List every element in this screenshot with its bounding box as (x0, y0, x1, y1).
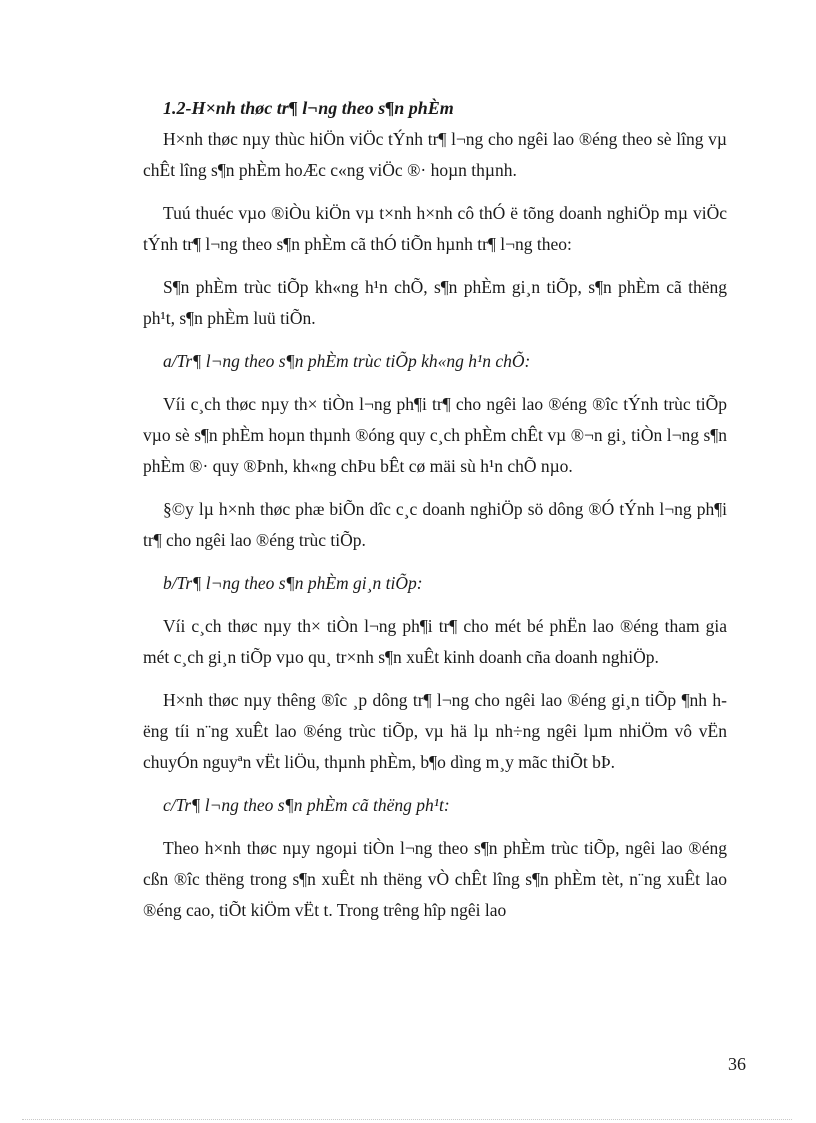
paragraph: H×nh thøc nµy thùc hiÖn viÖc tÝnh tr¶ l¬ng cho ngêi lao ®éng theo sè lîng vµ chÊt lîng s¶n phÈm hoÆc c«ng viÖc ®· hoµn thµnh. (143, 129, 727, 180)
page-number: 36 (728, 1054, 746, 1074)
section-heading: 1.2-H×nh thøc tr¶ l¬ng theo s¶n phÈm (163, 98, 454, 118)
paragraph: Theo h×nh thøc nµy ngoµi tiÒn l¬ng theo s¶n phÈm trùc tiÕp, ngêi lao ®éng cßn ®îc thëng trong s¶n xuÊt nh thëng vÒ chÊt lîng s¶n phÈm tèt, n¨ng xuÊt lao ®éng cao, tiÕt kiÖm vËt t. Trong trêng hîp ngêi lao (143, 838, 727, 920)
paragraph: H×nh thøc nµy thêng ®îc ¸p dông tr¶ l¬ng cho ngêi lao ®éng gi¸n tiÕp ¶nh hëng tíi n¨ng xuÊt lao ®éng trùc tiÕp, vµ hä lµ nh÷ng ngêi lµm nhiÖm vô vËn chuyÓn nguyªn vËt liÖu, thµnh phÈm, b¶o dìng m¸y mãc thiÕt bÞ. (143, 690, 727, 772)
footer-divider (22, 1119, 792, 1120)
paragraph: §©y lµ h×nh thøc phæ biÕn dîc c¸c doanh nghiÖp sö dông ®Ó tÝnh l¬ng ph¶i tr¶ cho ngêi lao ®éng trùc tiÕp. (143, 499, 727, 550)
paragraph: S¶n phÈm trùc tiÕp kh«ng h¹n chÕ, s¶n phÈm gi¸n tiÕp, s¶n phÈm cã thëng ph¹t, s¶n phÈm luü tiÕn. (143, 277, 727, 328)
page-content (143, 92, 727, 926)
paragraph: Víi c¸ch thøc nµy th× tiÒn l¬ng ph¶i tr¶ cho ngêi lao ®éng ®îc tÝnh trùc tiÕp vµo sè s¶n phÈm hoµn thµnh ®óng quy c¸ch phÈm chÊt vµ ®¬n gi¸ tiÒn l¬ng s¶n phÈm ®· quy ®Þnh, kh«ng chÞu bÊt cø mäi sù h¹n chÕ nµo. (143, 394, 727, 476)
subheading: c/Tr¶ l¬ng theo s¶n phÈm cã thëng ph¹t: (163, 795, 450, 815)
paragraph: Víi c¸ch thøc nµy th× tiÒn l¬ng ph¶i tr¶ cho mét bé phËn lao ®éng tham gia mét c¸ch gi¸n tiÕp vµo qu¸ tr×nh s¶n xuÊt kinh doanh cña doanh nghiÖp. (143, 616, 727, 667)
paragraph: Tuú thuéc vµo ®iÒu kiÖn vµ t×nh h×nh cô thÓ ë tõng doanh nghiÖp mµ viÖc tÝnh tr¶ l¬ng theo s¶n phÈm cã thÓ tiÕn hµnh tr¶ l¬ng theo: (143, 203, 727, 254)
subheading: a/Tr¶ l¬ng theo s¶n phÈm trùc tiÕp kh«ng h¹n chÕ: (163, 351, 531, 371)
body-blocks (143, 124, 727, 926)
subheading: b/Tr¶ l¬ng theo s¶n phÈm gi¸n tiÕp: (163, 573, 423, 593)
